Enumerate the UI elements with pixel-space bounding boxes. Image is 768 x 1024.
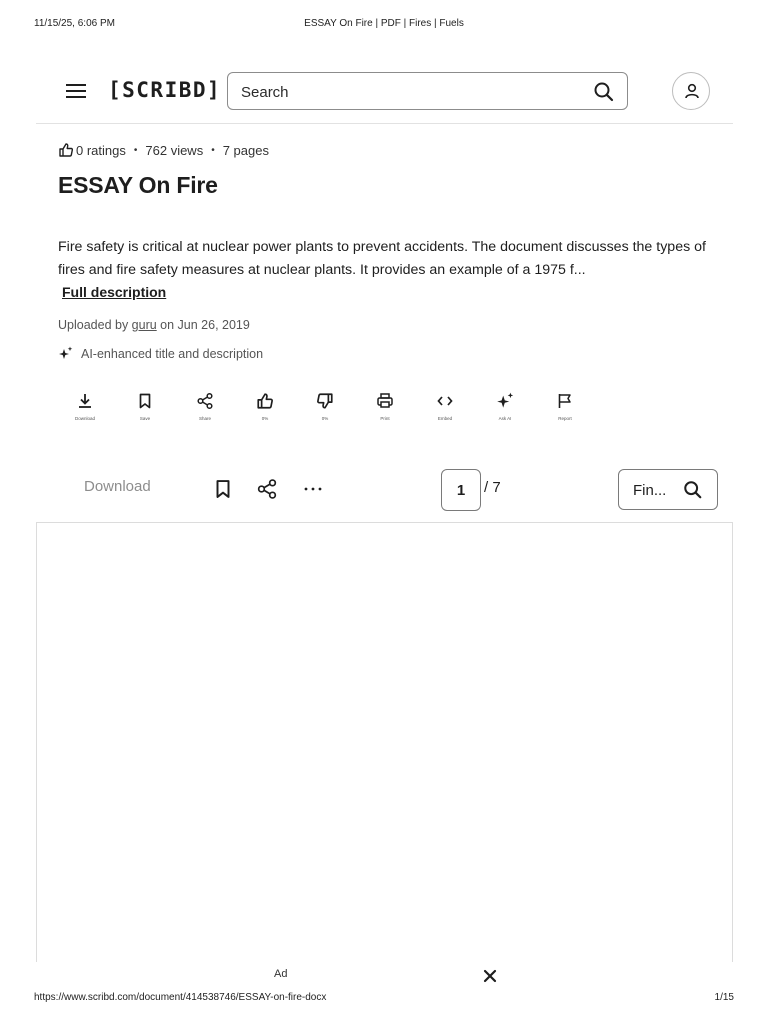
views-count: 762 views bbox=[145, 142, 204, 158]
page-total: / 7 bbox=[484, 479, 501, 496]
document-description: Fire safety is critical at nuclear power plants to prevent accidents. The document discusses the types of fires and fire safety measures at nuclear plants. It provides an example of a 1975 f... bbox=[58, 239, 706, 278]
action-ask-ai[interactable] bbox=[480, 392, 530, 432]
search-icon[interactable] bbox=[593, 81, 615, 103]
top-navigation-bar bbox=[36, 72, 733, 124]
print-page-count: 1/15 bbox=[714, 992, 734, 1003]
scribd-logo[interactable]: [SCRIBD] bbox=[108, 78, 222, 102]
flag-icon bbox=[556, 392, 574, 410]
print-datetime: 11/15/25, 6:06 PM bbox=[34, 18, 115, 29]
action-label: Print bbox=[380, 416, 390, 421]
close-icon[interactable] bbox=[482, 968, 498, 984]
download-button[interactable]: Download bbox=[84, 478, 151, 495]
user-icon bbox=[683, 82, 701, 100]
search-bar bbox=[227, 72, 628, 110]
search-icon[interactable] bbox=[683, 480, 703, 500]
uploader-link[interactable]: guru bbox=[131, 318, 157, 332]
document-viewer[interactable] bbox=[36, 522, 733, 962]
action-label: 0% bbox=[261, 416, 269, 421]
share-icon bbox=[196, 392, 214, 410]
action-like[interactable] bbox=[240, 392, 290, 432]
document-stats bbox=[58, 141, 269, 159]
print-page-title: ESSAY On Fire | PDF | Fires | Fuels bbox=[304, 18, 464, 29]
more-options-icon[interactable] bbox=[302, 478, 324, 500]
embed-icon bbox=[436, 392, 454, 410]
user-account-button[interactable] bbox=[672, 72, 710, 110]
ai-note-text: AI-enhanced title and description bbox=[81, 346, 264, 361]
uploaded-date: on Jun 26, 2019 bbox=[156, 318, 250, 332]
action-label: Share bbox=[198, 416, 211, 421]
action-save[interactable] bbox=[120, 392, 170, 432]
bookmark-icon[interactable] bbox=[212, 478, 234, 500]
bookmark-icon bbox=[136, 392, 154, 410]
action-share[interactable] bbox=[180, 392, 230, 432]
action-label: 0% bbox=[321, 416, 329, 421]
ratings-count: 0 ratings bbox=[76, 142, 126, 158]
ad-label: Ad bbox=[274, 968, 288, 980]
separator-dot: • bbox=[211, 144, 215, 156]
print-icon bbox=[376, 392, 394, 410]
action-label: Ask AI bbox=[498, 416, 512, 421]
action-print[interactable] bbox=[360, 392, 410, 432]
action-label: Download bbox=[74, 416, 95, 421]
pages-count: 7 pages bbox=[222, 142, 269, 158]
thumbs-up-icon bbox=[58, 142, 74, 158]
sparkle-icon bbox=[58, 346, 73, 361]
ad-banner bbox=[0, 962, 768, 990]
full-description-link[interactable]: Full description bbox=[62, 284, 167, 300]
separator-dot: • bbox=[133, 144, 138, 156]
hamburger-icon[interactable] bbox=[66, 82, 88, 102]
action-label: Embed bbox=[437, 416, 453, 421]
action-download[interactable] bbox=[60, 392, 110, 432]
page-number-input[interactable] bbox=[441, 469, 481, 511]
print-header bbox=[0, 18, 768, 32]
print-url: https://www.scribd.com/document/414538746/ESSAY-on-fire-docx bbox=[34, 992, 327, 1003]
upload-info bbox=[58, 318, 250, 332]
viewer-toolbar bbox=[36, 466, 733, 514]
download-icon bbox=[76, 392, 94, 410]
action-dislike[interactable] bbox=[300, 392, 350, 432]
find-input[interactable] bbox=[633, 480, 673, 500]
sparkle-icon bbox=[496, 392, 514, 410]
uploaded-prefix: Uploaded by bbox=[58, 318, 132, 332]
find-in-document bbox=[618, 469, 718, 510]
action-label: Report bbox=[558, 416, 572, 421]
document-title: ESSAY On Fire bbox=[58, 172, 218, 198]
print-footer bbox=[0, 992, 768, 1006]
action-label: Save bbox=[139, 416, 151, 421]
thumbs-down-icon bbox=[316, 392, 334, 410]
action-report[interactable] bbox=[540, 392, 590, 432]
share-icon[interactable] bbox=[256, 478, 278, 500]
search-input[interactable] bbox=[241, 81, 561, 103]
ai-enhanced-note bbox=[58, 346, 263, 361]
action-embed[interactable] bbox=[420, 392, 470, 432]
thumbs-up-icon bbox=[256, 392, 274, 410]
